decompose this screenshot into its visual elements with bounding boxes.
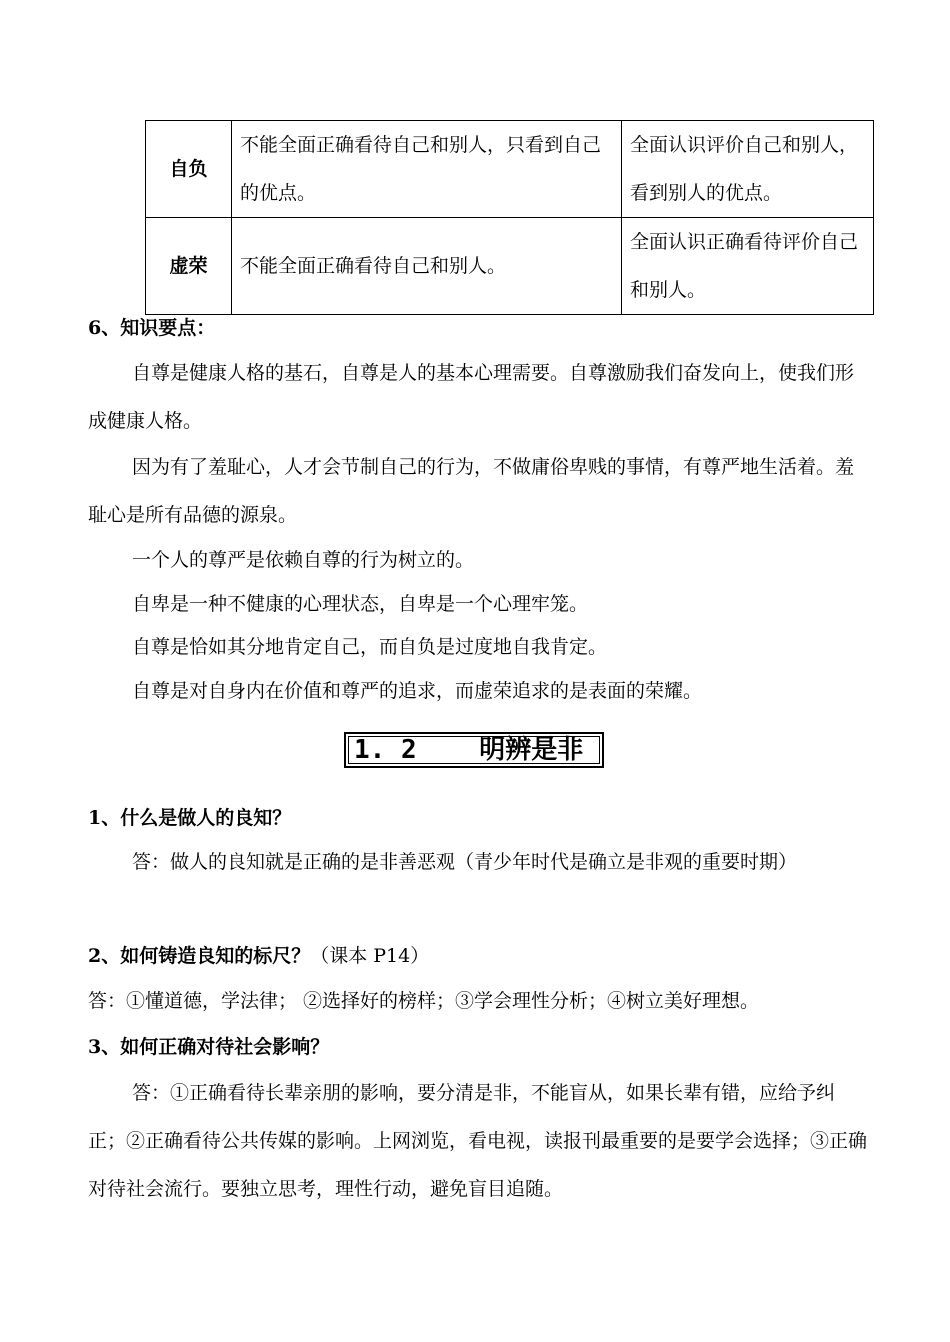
paragraph: 自尊是对自身内在价值和尊严的追求，而虚荣追求的是表面的荣耀。 bbox=[132, 680, 703, 702]
answer-paragraph: 答：①正确看待长辈亲朋的影响，要分清是非，不能盲从，如果长辈有错，应给予纠正；②正确看待公共传媒的影响。上网浏览，看电视，读报刊最重要的是要学会选择；③正确对待社会流行。要独立思考，理性行动，避免盲目追随。 bbox=[88, 1082, 868, 1200]
paragraph: 因为有了羞耻心，人才会节制自己的行为，不做庸俗卑贱的事情，有尊严地生活着。羞耻心是所有品德的源泉。 bbox=[88, 456, 855, 526]
answer-paragraph: 答：①懂道德，学法律； ②选择好的榜样；③学会理性分析；④树立美好理想。 bbox=[88, 990, 760, 1012]
term-cell: 虚荣 bbox=[146, 218, 232, 315]
question-heading: 3、如何正确对待社会影响？ bbox=[88, 1036, 330, 1058]
paragraph: 自尊是健康人格的基石，自尊是人的基本心理需要。自尊激励我们奋发向上，使我们形成健康人格。 bbox=[88, 362, 855, 432]
right-view-cell: 全面认识评价自己和别人，看到别人的优点。 bbox=[622, 121, 874, 218]
wrong-view-cell: 不能全面正确看待自己和别人。 bbox=[232, 218, 622, 315]
paragraph: 一个人的尊严是依赖自尊的行为树立的。 bbox=[132, 549, 475, 571]
table-row bbox=[146, 218, 874, 315]
lesson-title: 1. 2 明辨是非 bbox=[354, 735, 584, 765]
paragraph: 自尊是恰如其分地肯定自己，而自负是过度地自我肯定。 bbox=[132, 636, 608, 658]
lesson-title-box bbox=[344, 732, 604, 768]
question-heading: 2、如何铸造良知的标尺？ bbox=[88, 945, 311, 967]
comparison-table bbox=[145, 120, 874, 315]
section-heading: 6、知识要点： bbox=[88, 317, 216, 339]
paragraph: 自卑是一种不健康的心理状态，自卑是一个心理牢笼。 bbox=[132, 593, 589, 615]
right-view-cell: 全面认识正确看待评价自己和别人。 bbox=[622, 218, 874, 315]
textbook-reference: （课本 P14） bbox=[310, 945, 430, 967]
wrong-view-cell: 不能全面正确看待自己和别人，只看到自己的优点。 bbox=[232, 121, 622, 218]
question-line bbox=[88, 943, 870, 969]
term-cell: 自负 bbox=[146, 121, 232, 218]
table-row bbox=[146, 121, 874, 218]
question-heading: 1、什么是做人的良知？ bbox=[88, 807, 292, 829]
answer-paragraph: 答：做人的良知就是正确的是非善恶观（青少年时代是确立是非观的重要时期） bbox=[132, 851, 798, 873]
